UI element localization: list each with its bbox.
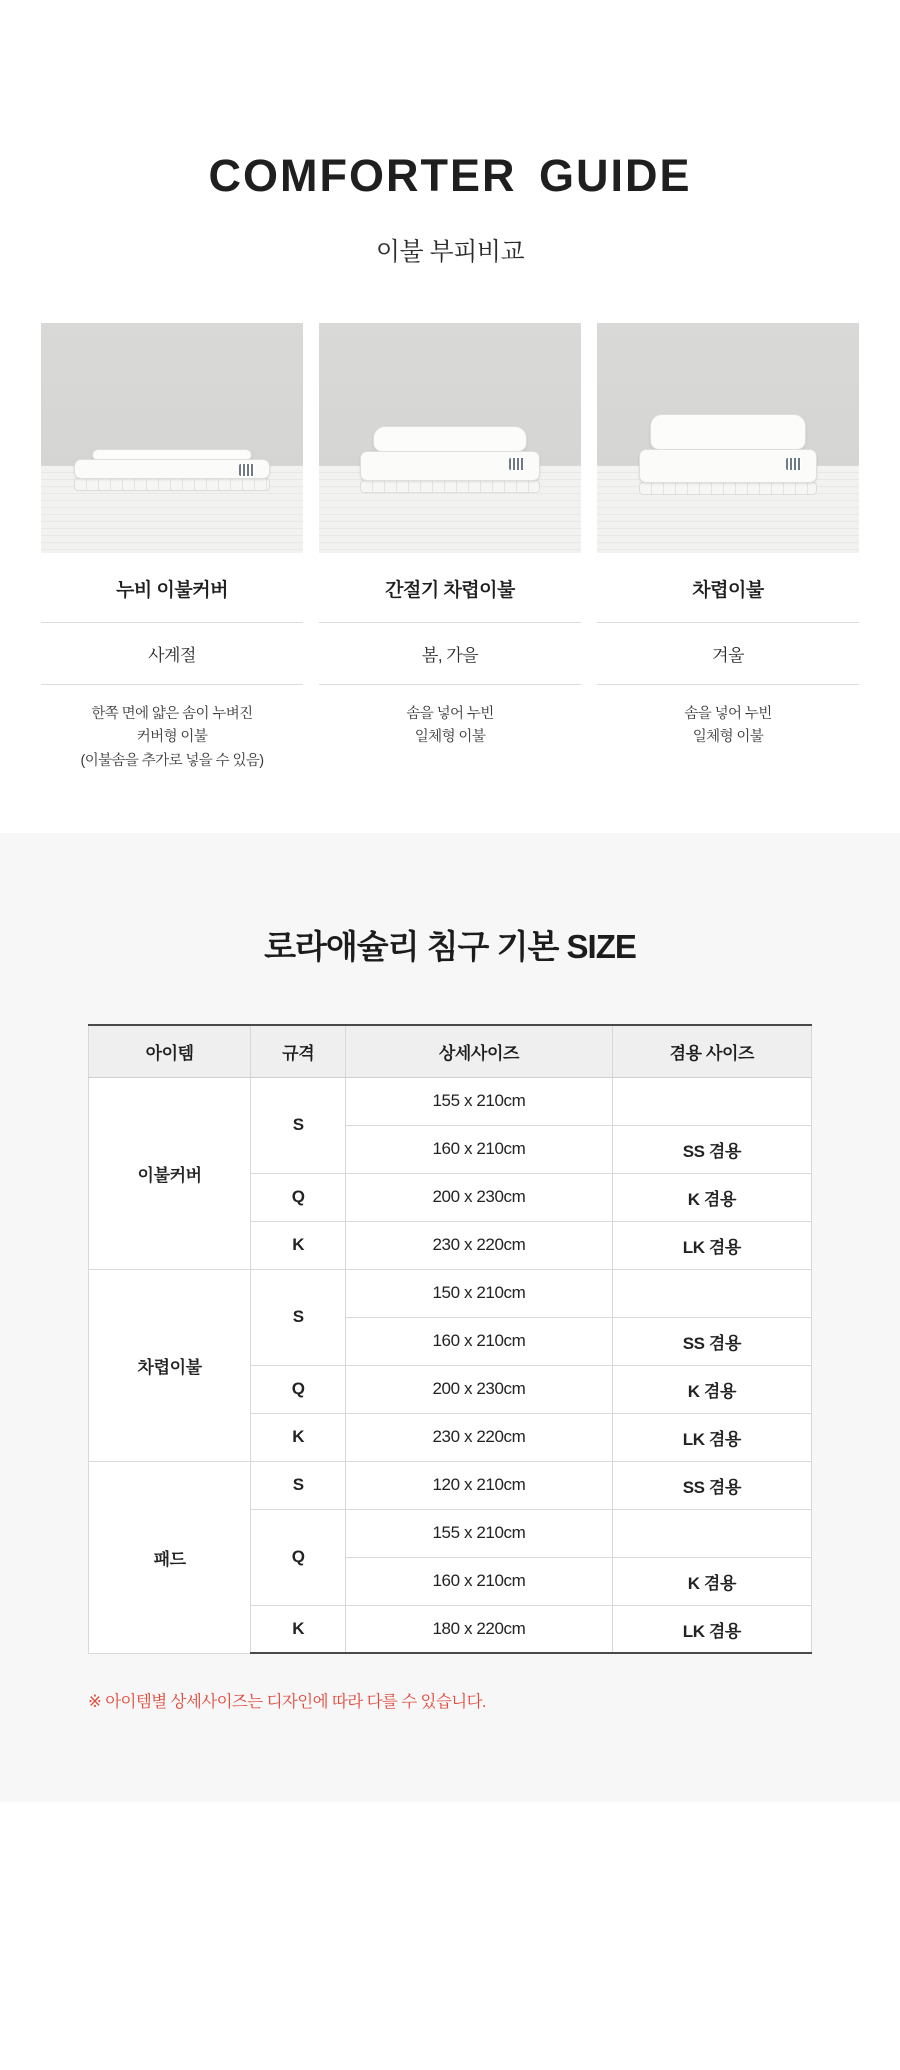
cell-dual-size: K 겸용 [612, 1365, 811, 1413]
cell-spec: K [251, 1221, 346, 1269]
cell-dual-size: LK 겸용 [612, 1221, 811, 1269]
column-header-dual-size: 겸용 사이즈 [612, 1025, 811, 1077]
comforter-guide-section [0, 0, 900, 833]
comforter-card-list [0, 323, 900, 773]
comforter-card [41, 323, 303, 773]
cell-detail-size: 160 x 210cm [346, 1125, 612, 1173]
comforter-card-name: 간절기 차렵이불 [319, 553, 581, 623]
comforter-layer [360, 451, 540, 481]
size-table-body [89, 1077, 812, 1653]
quilt-stitch-edge [74, 478, 270, 491]
comforter-stack [74, 450, 270, 491]
comforter-card-desc [41, 685, 303, 773]
cell-item: 이불커버 [89, 1077, 251, 1269]
cell-dual-size [612, 1509, 811, 1557]
table-header-row [89, 1025, 812, 1077]
comforter-card-season: 사계절 [41, 623, 303, 685]
cell-dual-size: K 겸용 [612, 1173, 811, 1221]
comforter-layer [639, 449, 817, 483]
cell-dual-size: SS 겸용 [612, 1125, 811, 1173]
cell-item: 차렵이불 [89, 1269, 251, 1461]
cell-dual-size: SS 겸용 [612, 1317, 811, 1365]
comforter-card-desc [319, 685, 581, 750]
comforter-stack [639, 415, 817, 495]
cell-dual-size: K 겸용 [612, 1557, 811, 1605]
column-header-spec: 규격 [251, 1025, 346, 1077]
comforter-card-season: 겨울 [597, 623, 859, 685]
comforter-card-desc-line: (이불솜을 추가로 넣을 수 있음) [80, 752, 264, 769]
table-row [89, 1269, 812, 1317]
table-row [89, 1461, 812, 1509]
cell-detail-size: 150 x 210cm [346, 1269, 612, 1317]
comforter-card-desc-line: 한쪽 면에 얇은 솜이 누벼진 [91, 706, 253, 722]
cell-dual-size: LK 겸용 [612, 1413, 811, 1461]
cell-spec: S [251, 1461, 346, 1509]
cell-detail-size: 155 x 210cm [346, 1509, 612, 1557]
size-title-ko: 로라애슐리 침구 기본 [264, 928, 567, 966]
guide-title: COMFORTER GUIDE [208, 150, 692, 201]
cell-detail-size: 230 x 220cm [346, 1221, 612, 1269]
comforter-card-desc [597, 685, 859, 750]
comforter-card-name: 누비 이불커버 [41, 553, 303, 623]
cell-spec: Q [251, 1509, 346, 1605]
comforter-card [597, 323, 859, 773]
comforter-card-desc-line: 일체형 이불 [692, 729, 764, 746]
comforter-photo-mid-season [319, 323, 581, 553]
cell-detail-size: 200 x 230cm [346, 1365, 612, 1413]
comforter-card-desc-line: 솜을 넣어 누빈 [684, 706, 772, 722]
cell-spec: K [251, 1413, 346, 1461]
cell-dual-size [612, 1269, 811, 1317]
brand-tag-icon [509, 458, 525, 470]
comforter-photo-quilted-cover [41, 323, 303, 553]
cell-dual-size: SS 겸용 [612, 1461, 811, 1509]
size-title [0, 921, 900, 968]
cell-spec: S [251, 1269, 346, 1365]
size-note: ※ 아이템별 상세사이즈는 디자인에 따라 다를 수 있습니다. [88, 1693, 486, 1712]
quilt-stitch-edge [639, 482, 817, 495]
cell-detail-size: 120 x 210cm [346, 1461, 612, 1509]
comforter-card-season: 봄, 가을 [319, 623, 581, 685]
comforter-card [319, 323, 581, 773]
cell-item: 패드 [89, 1461, 251, 1653]
cell-detail-size: 155 x 210cm [346, 1077, 612, 1125]
cell-detail-size: 160 x 210cm [346, 1317, 612, 1365]
cell-detail-size: 200 x 230cm [346, 1173, 612, 1221]
cell-dual-size: LK 겸용 [612, 1605, 811, 1653]
cell-spec: K [251, 1605, 346, 1653]
size-title-en: SIZE [566, 928, 636, 966]
brand-tag-icon [786, 458, 802, 470]
cell-detail-size: 160 x 210cm [346, 1557, 612, 1605]
comforter-card-desc-line: 솜을 넣어 누빈 [406, 706, 494, 722]
comforter-stack [360, 427, 540, 493]
size-table-head [89, 1025, 812, 1077]
comforter-layer [74, 459, 270, 479]
quilt-stitch-edge [360, 480, 540, 493]
comforter-card-name: 차렵이불 [597, 553, 859, 623]
cell-spec: Q [251, 1173, 346, 1221]
cell-detail-size: 180 x 220cm [346, 1605, 612, 1653]
comforter-layer [650, 414, 807, 450]
size-table [88, 1024, 812, 1654]
cell-spec: Q [251, 1365, 346, 1413]
comforter-card-desc-line: 커버형 이불 [136, 729, 208, 746]
comforter-photo-winter [597, 323, 859, 553]
column-header-detail-size: 상세사이즈 [346, 1025, 612, 1077]
cell-detail-size: 230 x 220cm [346, 1413, 612, 1461]
column-header-item: 아이템 [89, 1025, 251, 1077]
size-section [0, 833, 900, 1802]
cell-dual-size [612, 1077, 811, 1125]
table-row [89, 1077, 812, 1125]
comforter-layer [373, 426, 528, 452]
brand-tag-icon [239, 464, 255, 476]
guide-subtitle: 이불 부피비교 [375, 238, 525, 266]
comforter-card-desc-line: 일체형 이불 [414, 729, 486, 746]
cell-spec: S [251, 1077, 346, 1173]
